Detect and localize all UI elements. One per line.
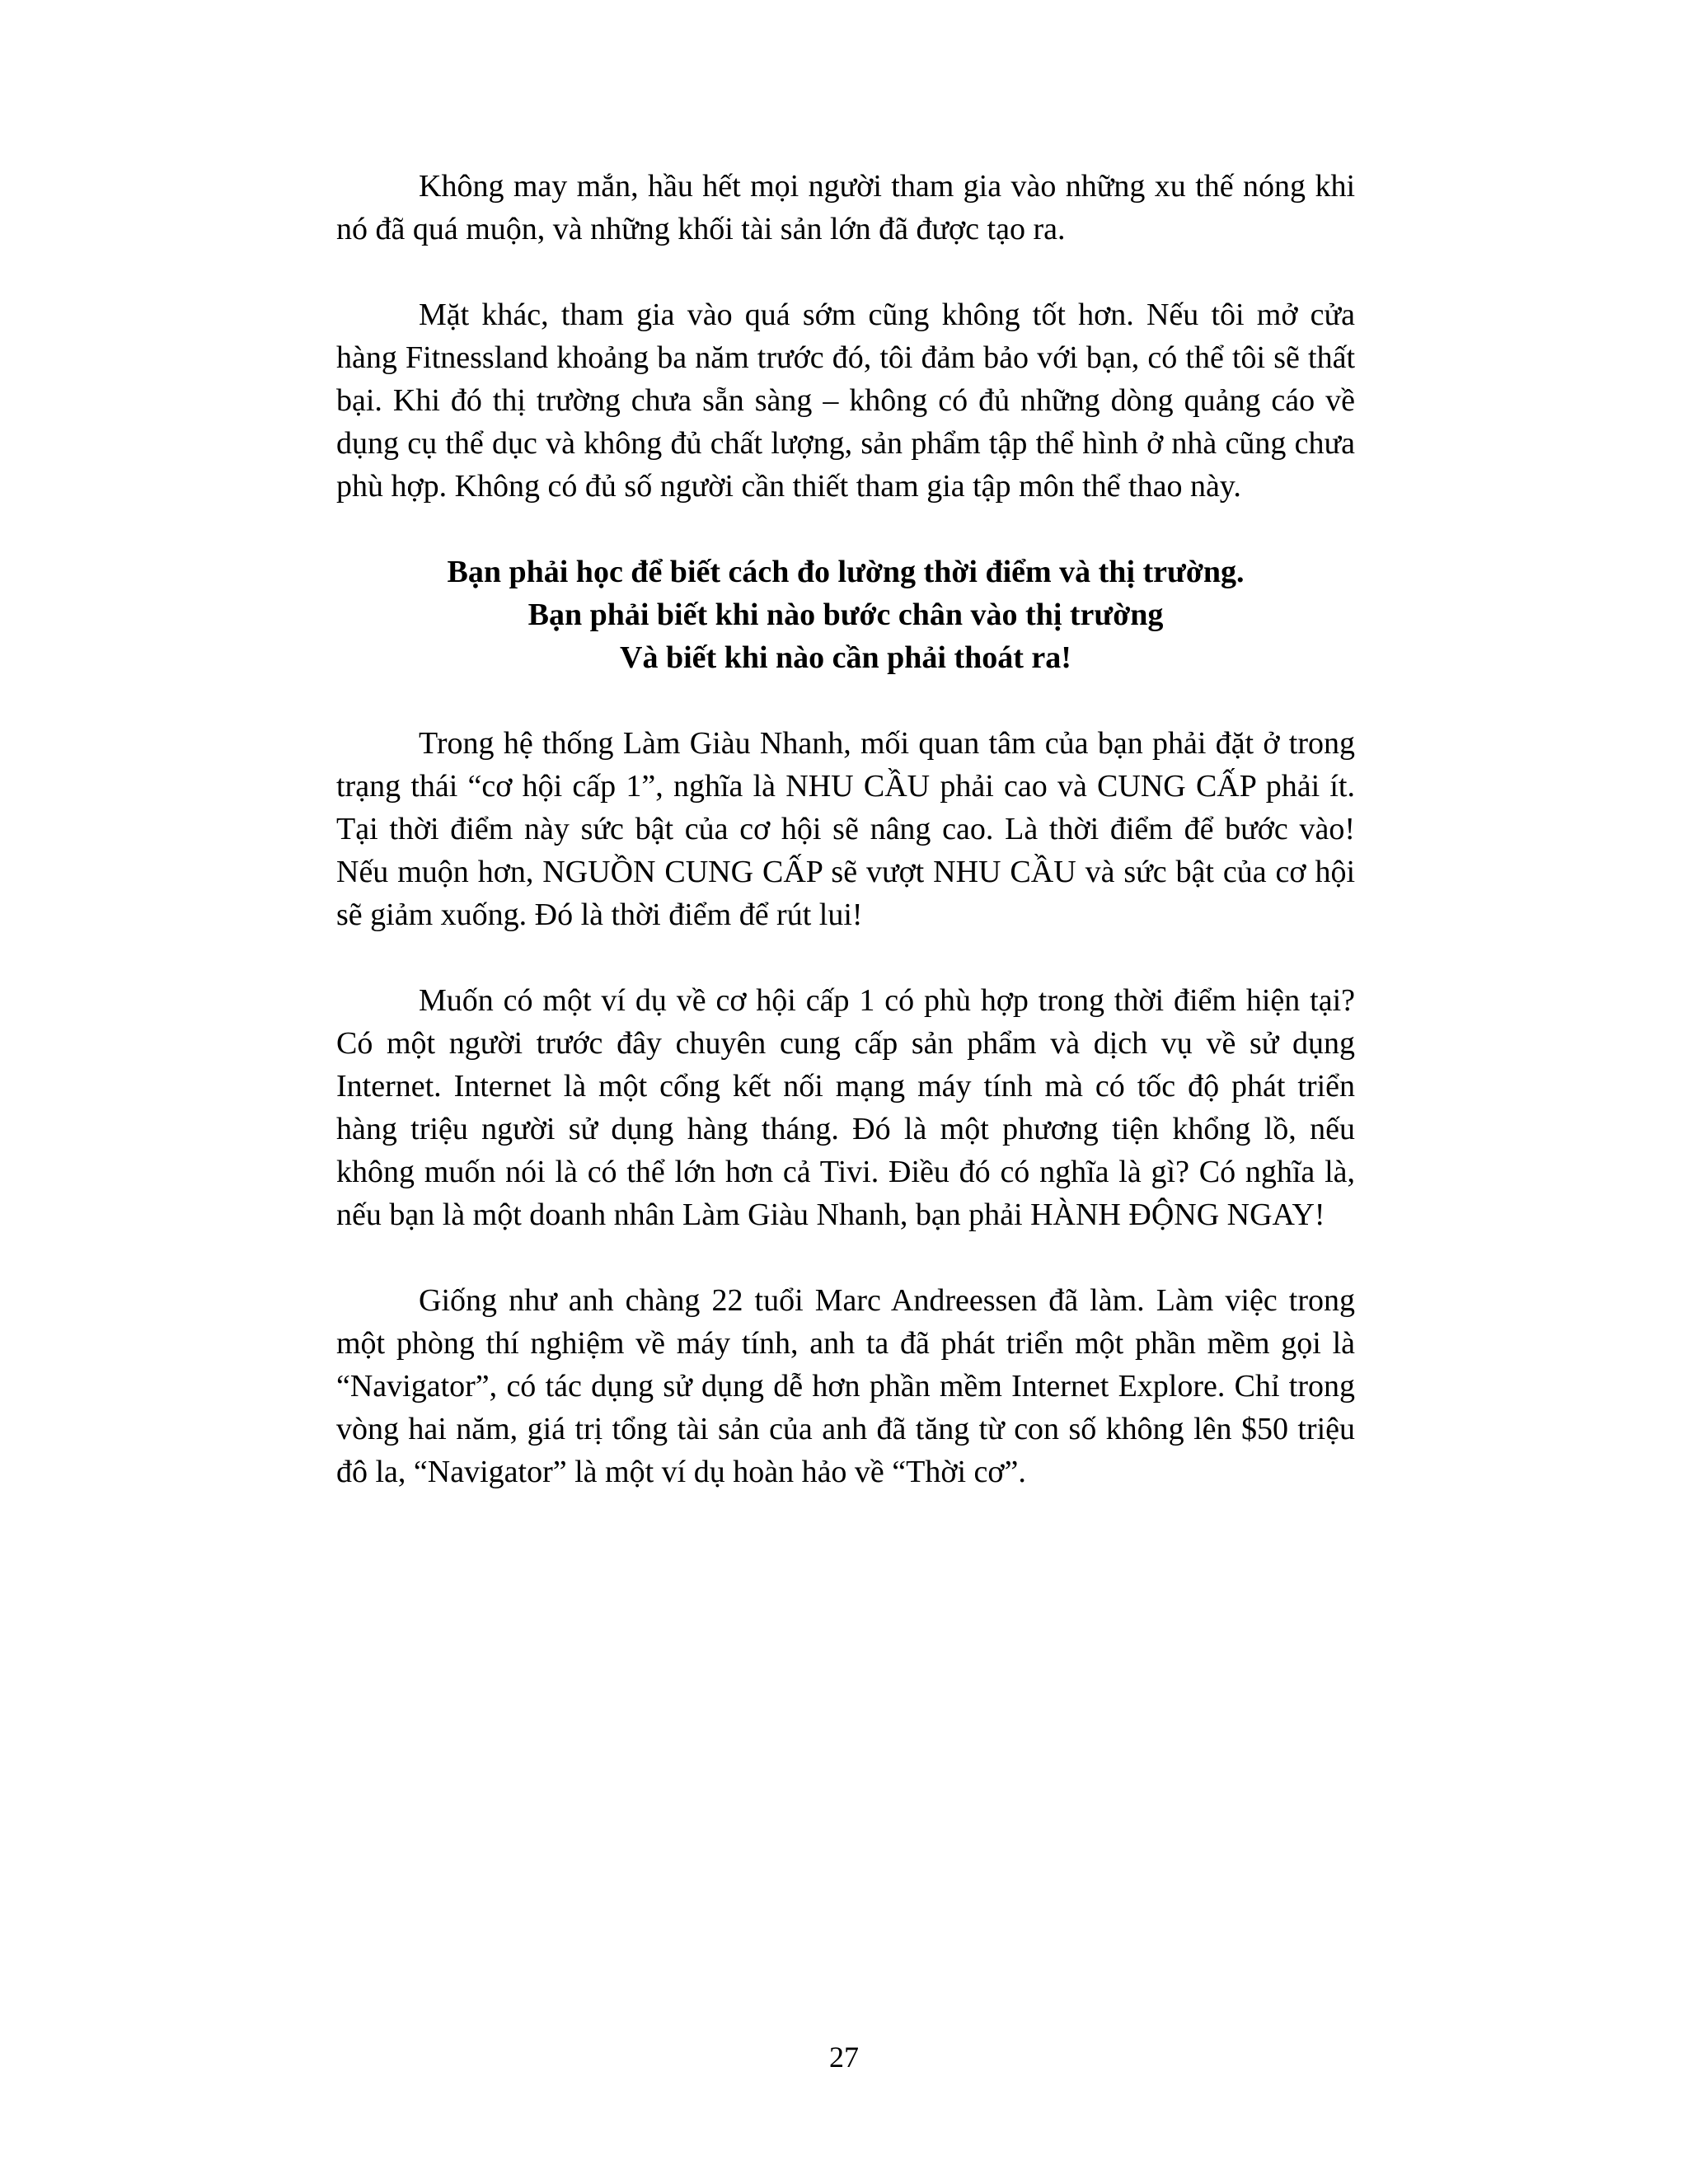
paragraph-4: Muốn có một ví dụ về cơ hội cấp 1 có phù hợp trong thời điểm hiện tại? Có một người trước đây chuyên cung cấp sản phẩm và dịch vụ về sử dụng Internet. Internet là một cổng kết nối mạng máy tính mà có tốc độ phát triển hàng triệu người sử dụng hàng tháng. Đó là một phương tiện khổng lồ, nếu không muốn nói là có thể lớn hơn cả Tivi. Điều đó có nghĩa là gì? Có nghĩa là, nếu bạn là một doanh nhân Làm Giàu Nhanh, bạn phải HÀNH ĐỘNG NGAY! bbox=[336, 983, 1355, 1232]
paragraph-2: Mặt khác, tham gia vào quá sớm cũng không tốt hơn. Nếu tôi mở cửa hàng Fitnessland khoảng ba năm trước đó, tôi đảm bảo với bạn, có thể tôi sẽ thất bại. Khi đó thị trường chưa sẵn sàng – không có đủ những dòng quảng cáo về dụng cụ thể dục và không đủ chất lượng, sản phẩm tập thể hình ở nhà cũng chưa phù hợp. Không có đủ số người cần thiết tham gia tập môn thể thao này. bbox=[336, 298, 1355, 504]
bold-callout bbox=[336, 551, 1355, 679]
callout-line-1: Bạn phải học để biết cách đo lường thời điểm và thị trường. bbox=[447, 555, 1245, 589]
page-content bbox=[336, 165, 1355, 1536]
paragraph-3: Trong hệ thống Làm Giàu Nhanh, mối quan tâm của bạn phải đặt ở trong trạng thái “cơ hội cấp 1”, nghĩa là NHU CẦU phải cao và CUNG CẤP phải ít. Tại thời điểm này sức bật của cơ hội sẽ nâng cao. Là thời điểm để bước vào! Nếu muộn hơn, NGUỒN CUNG CẤP sẽ vượt NHU CẦU và sức bật của cơ hội sẽ giảm xuống. Đó là thời điểm để rút lui! bbox=[336, 726, 1355, 932]
callout-line-2: Bạn phải biết khi nào bước chân vào thị trường bbox=[528, 598, 1164, 632]
callout-line-3: Và biết khi nào cần phải thoát ra! bbox=[620, 640, 1071, 675]
page-number: 27 bbox=[829, 2041, 859, 2074]
paragraph-1: Không may mắn, hầu hết mọi người tham gia vào những xu thế nóng khi nó đã quá muộn, và những khối tài sản lớn đã được tạo ra. bbox=[336, 169, 1355, 246]
paragraph-5: Giống như anh chàng 22 tuổi Marc Andreessen đã làm. Làm việc trong một phòng thí nghiệm về máy tính, anh ta đã phát triển một phần mềm gọi là “Navigator”, có tác dụng sử dụng dễ hơn phần mềm Internet Explore. Chỉ trong vòng hai năm, giá trị tổng tài sản của anh đã tăng từ con số không lên $50 triệu đô la, “Navigator” là một ví dụ hoàn hảo về “Thời cơ”. bbox=[336, 1283, 1355, 1489]
